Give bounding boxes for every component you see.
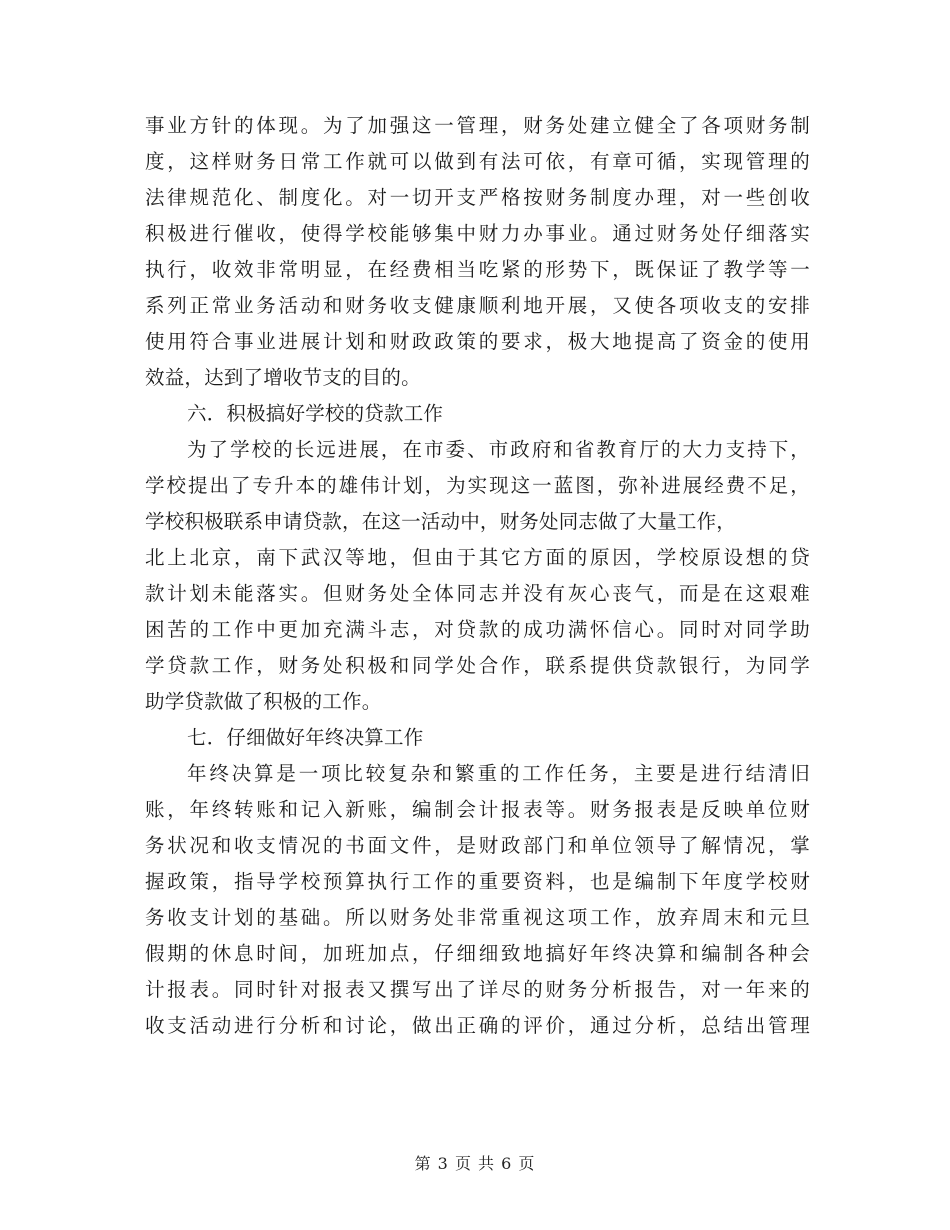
- text-line: 假期的休息时间，加班加点，仔细细致地搞好年终决算和编制各种会: [145, 942, 810, 965]
- body-text: [145, 108, 810, 1044]
- text-line: 款计划未能落实。但财务处全体同志并没有灰心丧气，而是在这艰难: [145, 582, 810, 605]
- text-line: 事业方针的体现。为了加强这一管理，财务处建立健全了各项财务制: [145, 114, 810, 137]
- text-line: 务收支计划的基础。所以财务处非常重视这项工作，放弃周末和元旦: [145, 906, 810, 929]
- text-line: 账，年终转账和记入新账，编制会计报表等。财务报表是反映单位财: [145, 798, 810, 821]
- text-line: 助学贷款做了积极的工作。: [145, 690, 382, 713]
- text-line: 北上北京，南下武汉等地，但由于其它方面的原因，学校原设想的贷: [145, 546, 810, 569]
- text-line: 法律规范化、制度化。对一切开支严格按财务制度办理，对一些创收: [145, 186, 810, 209]
- page-number: 第 3 页 共 6 页: [414, 1154, 536, 1173]
- text-line: 积极进行催收，使得学校能够集中财力办事业。通过财务处仔细落实: [145, 222, 810, 245]
- text-line: 年终决算是一项比较复杂和繁重的工作任务，主要是进行结清旧: [187, 762, 810, 785]
- text-line: 效益，达到了增收节支的目的。: [145, 366, 421, 389]
- text-line: 使用符合事业进展计划和财政政策的要求，极大地提高了资金的使用: [145, 330, 810, 353]
- text-line: 握政策，指导学校预算执行工作的重要资料，也是编制下年度学校财: [145, 870, 810, 893]
- text-line: 学贷款工作，财务处积极和同学处合作，联系提供贷款银行，为同学: [145, 654, 810, 677]
- section-heading: 六．积极搞好学校的贷款工作: [187, 402, 444, 425]
- text-line: 执行，收效非常明显，在经费相当吃紧的形势下，既保证了教学等一: [145, 258, 810, 281]
- text-line: 困苦的工作中更加充满斗志，对贷款的成功满怀信心。同时对同学助: [145, 618, 810, 641]
- text-line: 度，这样财务日常工作就可以做到有法可依，有章可循，实现管理的: [145, 150, 810, 173]
- text-line: 计报表。同时针对报表又撰写出了详尽的财务分析报告，对一年来的: [145, 978, 810, 1001]
- text-line: 务状况和收支情况的书面文件，是财政部门和单位领导了解情况，掌: [145, 834, 810, 857]
- text-line: 为了学校的长远进展，在市委、市政府和省教育厅的大力支持下，: [187, 438, 810, 461]
- section-heading: 七．仔细做好年终决算工作: [187, 726, 424, 749]
- text-line: 学校提出了专升本的雄伟计划，为实现这一蓝图，弥补进展经费不足，: [145, 474, 810, 497]
- text-line: 收支活动进行分析和讨论，做出正确的评价，通过分析，总结出管理: [145, 1014, 810, 1037]
- text-line: 系列正常业务活动和财务收支健康顺利地开展，又使各项收支的安排: [145, 294, 810, 317]
- text-line: 学校积极联系申请贷款，在这一活动中，财务处同志做了大量工作，: [145, 510, 737, 533]
